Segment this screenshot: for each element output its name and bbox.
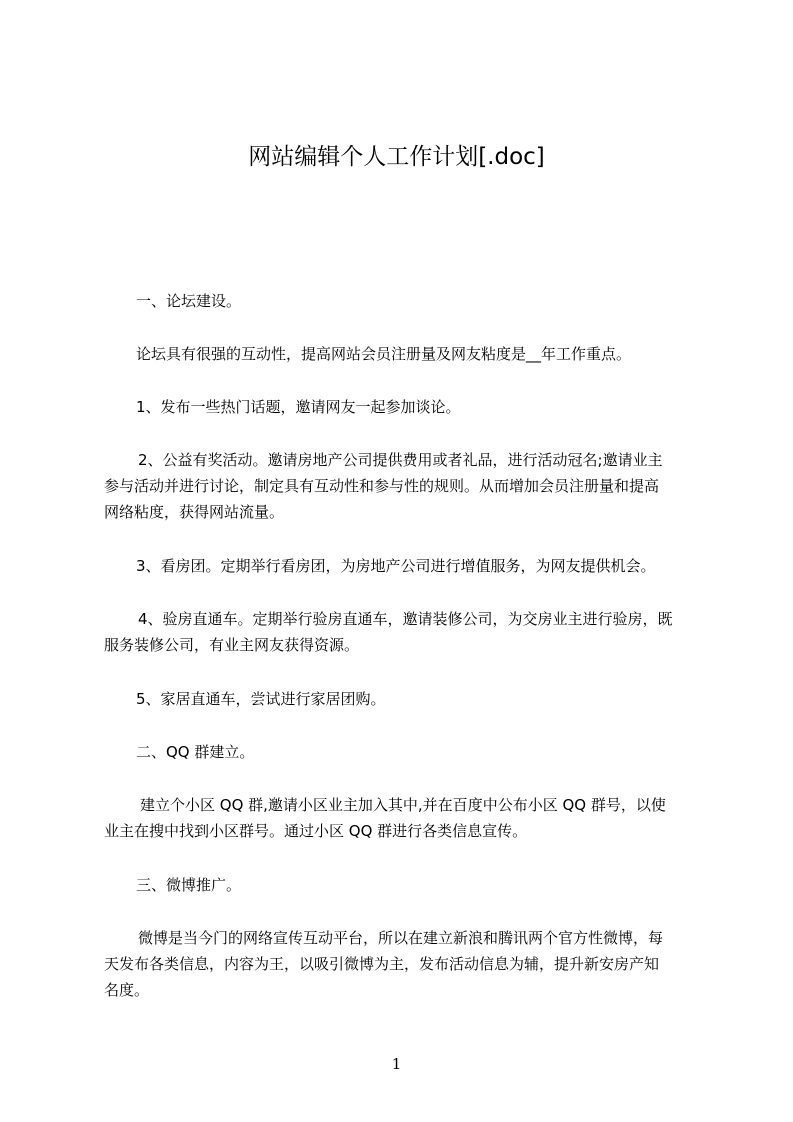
paragraph-item-2 [104, 447, 708, 525]
paragraph-qq-body [104, 792, 708, 844]
paragraph-item-5 [104, 686, 740, 712]
document-title: 网站编辑个人工作计划[.doc] [248, 144, 545, 170]
paragraph-line: 4、验房直通车。定期举行验房直通车，邀请装修公司，为交房业主进行验房，既 [138, 610, 673, 628]
paragraph-line: 业主在搜中找到小区群号。通过小区 QQ 群进行各类信息宣传。 [104, 822, 528, 840]
paragraph-line: 5、家居直通车，尝试进行家居团购。 [136, 690, 386, 708]
paragraph-line: 1、发布一些热门话题，邀请网友一起参加谈论。 [136, 398, 461, 416]
page-number: 1 [391, 1055, 402, 1073]
paragraph-line: 参与活动并进行讨论，制定具有互动性和参与性的规则。从而增加会员注册量和提高 [104, 477, 660, 495]
paragraph-item-4 [104, 606, 708, 658]
paragraph-line: 网络粘度，获得网站流量。 [104, 503, 285, 521]
paragraph-line: 天发布各类信息，内容为王，以吸引微博为主，发布活动信息为辅，提升新安房产知 [104, 955, 660, 973]
paragraph-line: 3、看房团。定期举行看房团，为房地产公司进行增值服务，为网友提供机会。 [136, 557, 656, 575]
paragraph-item-3 [104, 553, 740, 579]
paragraph-forum-heading [104, 288, 740, 314]
paragraph-line: 服务装修公司，有业主网友获得资源。 [104, 636, 360, 654]
paragraph-qq-heading [104, 739, 740, 765]
paragraph-item-1 [104, 394, 740, 420]
paragraph-line: 名度。 [104, 981, 150, 999]
paragraph-line: 论坛具有很强的互动性，提高网站会员注册量及网友粘度是__年工作重点。 [136, 345, 632, 363]
paragraph-line: 三、微博推广。 [136, 876, 242, 894]
paragraph-forum-intro [104, 341, 740, 367]
paragraph-line: 2、公益有奖活动。邀请房地产公司提供费用或者礼品，进行活动冠名;邀请业主 [138, 451, 663, 469]
paragraph-line: 微博是当今门的网络宣传互动平台，所以在建立新浪和腾讯两个官方性微博，每 [138, 929, 664, 947]
paragraph-line: 二、QQ 群建立。 [136, 743, 255, 761]
paragraph-weibo-heading [104, 872, 740, 898]
paragraph-line: 一、论坛建设。 [136, 292, 242, 310]
paragraph-line: 建立个小区 QQ 群,邀请小区业主加入其中,并在百度中公布小区 QQ 群号，以使 [140, 796, 666, 814]
paragraph-weibo-body [104, 925, 708, 1003]
